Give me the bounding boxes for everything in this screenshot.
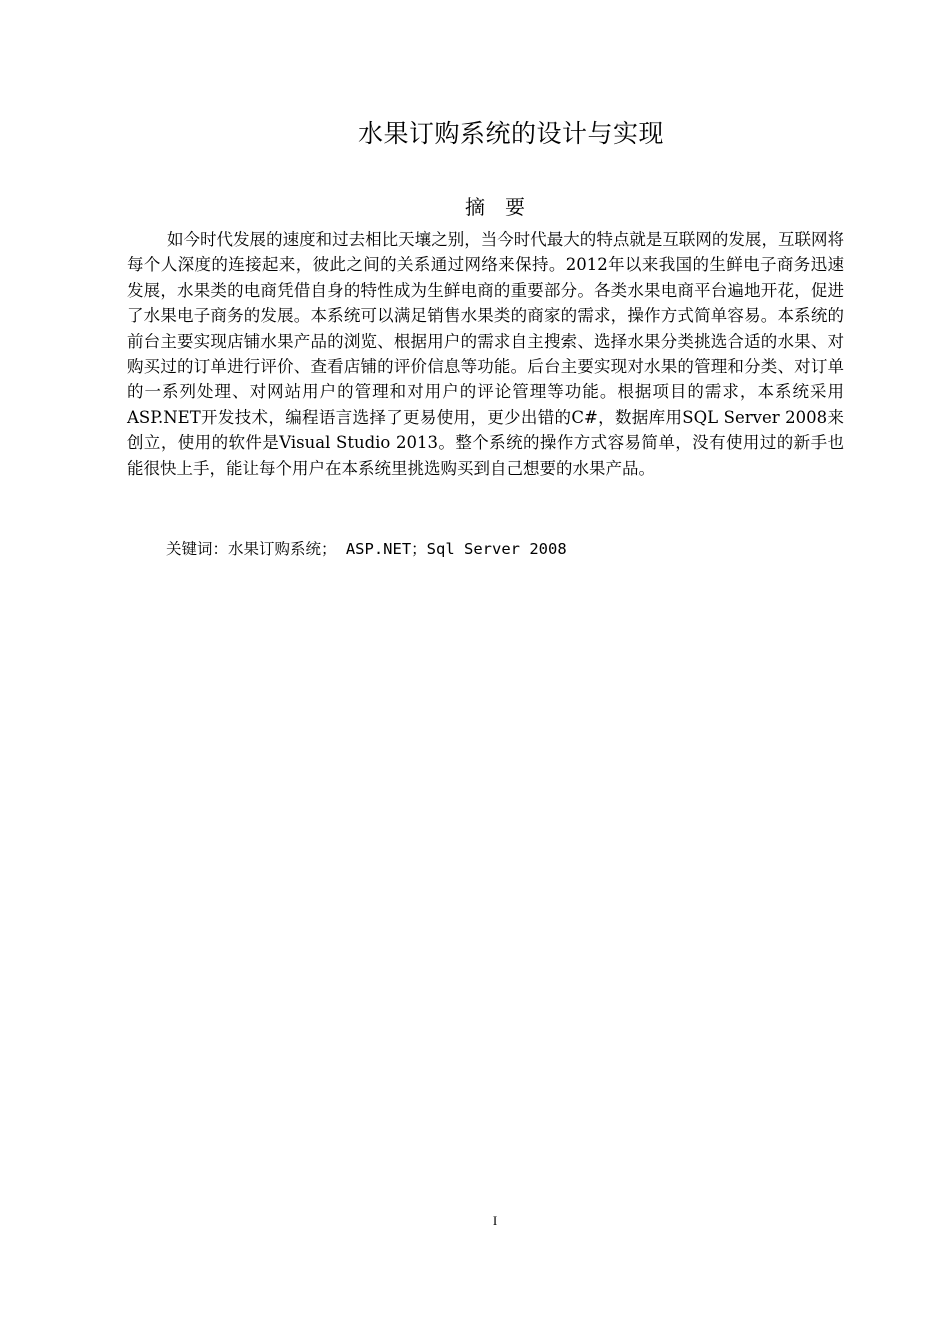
abstract-body: 如今时代发展的速度和过去相比天壤之别，当今时代最大的特点就是互联网的发展，互联网将每个人深度的连接起来，彼此之间的关系通过网络来保持。2012年以来我国的生鲜电子商务迅速发展，水果类的电商凭借自身的特性成为生鲜电商的重要部分。各类水果电商平台遍地开花，促进了水果电子商务的发展。本系统可以满足销售水果类的商家的需求，操作方式简单容易。本系统的前台主要实现店铺水果产品的浏览、根据用户的需求自主搜索、选择水果分类挑选合适的水果、对购买过的订单进行评价、查看店铺的评价信息等功能。后台主要实现对水果的管理和分类、对订单的一系列处理、对网站用户的管理和对用户的评论管理等功能。根据项目的需求，本系统采用ASP.NET开发技术，编程语言选择了更易使用，更少出错的C#，数据库用SQL Server 2008来创立，使用的软件是Visual Studio 2013。整个系统的操作方式容易简单，没有使用过的新手也能很快上手，能让每个用户在本系统里挑选购买到自己想要的水果产品。 bbox=[127, 230, 844, 478]
keywords-value: 水果订购系统； ASP.NET；Sql Server 2008 bbox=[228, 540, 567, 558]
page-number: I bbox=[492, 1213, 498, 1228]
keywords-label: 关键词： bbox=[166, 540, 229, 558]
keywords-line bbox=[166, 537, 567, 561]
document-title: 水果订购系统的设计与实现 bbox=[357, 119, 664, 148]
abstract-heading: 摘要 bbox=[465, 195, 545, 219]
